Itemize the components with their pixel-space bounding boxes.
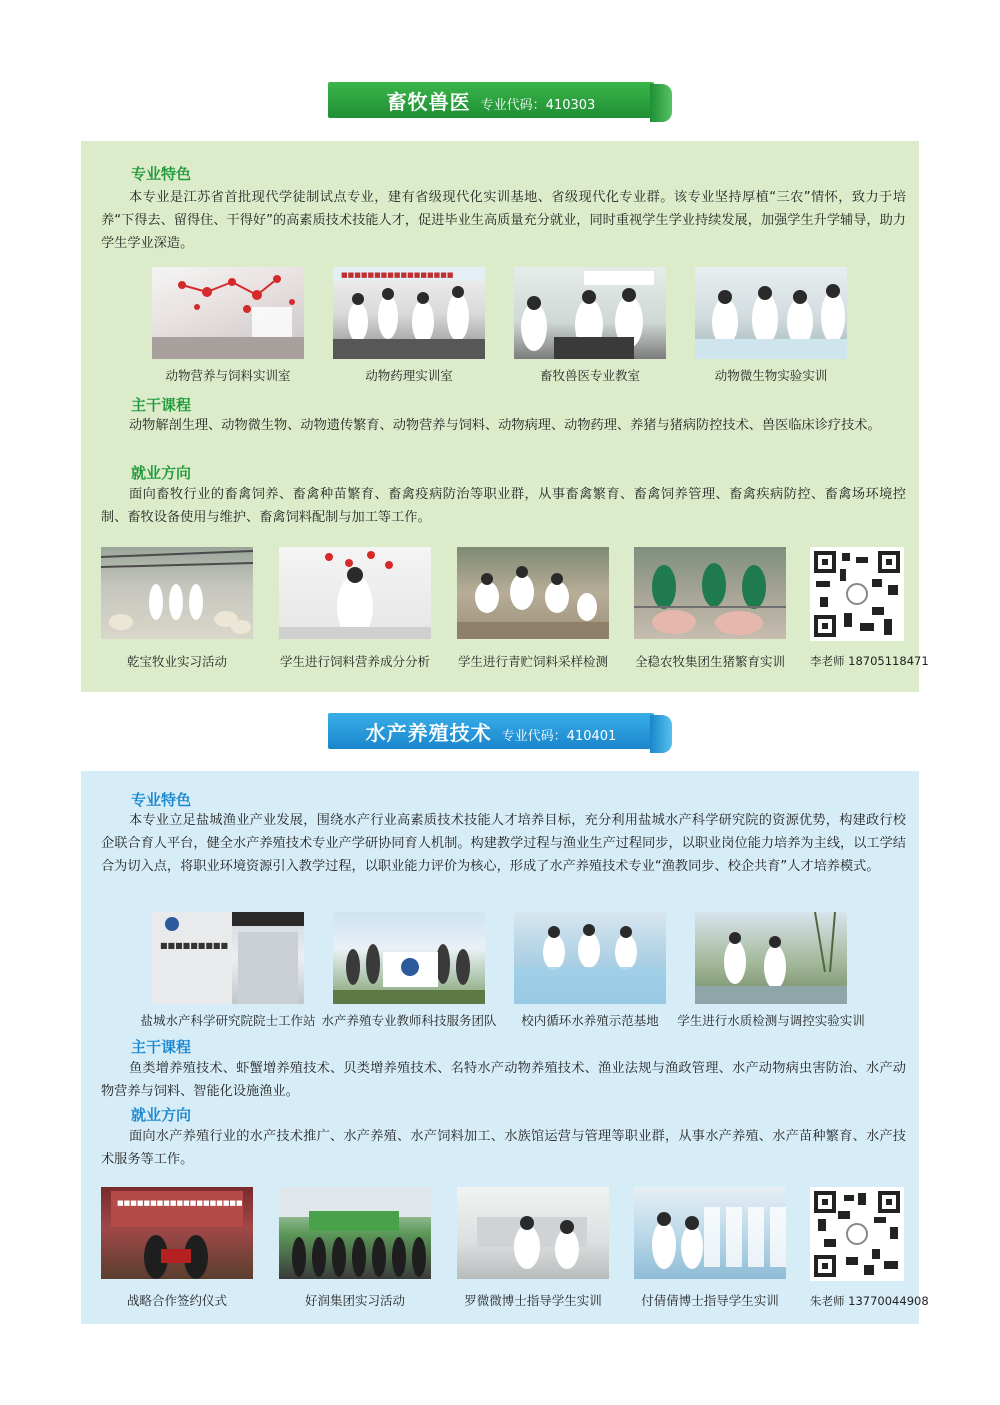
photo-fu-graphic [634,1187,786,1279]
caption: 战略合作签约仪式 [126,1293,227,1308]
photo-water-quality [695,912,847,1004]
job-heading: 就业方向 [131,464,192,482]
photo-classroom [514,267,666,359]
photo-feed-analysis [279,547,431,639]
photo-fu-guidance [634,1187,786,1279]
photo-signing-ceremony [101,1187,253,1279]
caption: 动物药理实训室 [365,368,453,383]
job-text: 面向水产养殖行业的水产技术推广、水产养殖、水产饲料加工、水族馆运营与管理等职业群，从事水产养殖、水产苗种繁育、水产技术服务等工作。 [101,1129,906,1167]
section2-code: 专业代码：410401 [501,728,617,744]
course-heading: 主干课程 [131,1038,192,1056]
photo-recirculating-graphic [514,912,666,1004]
section1-title: 畜牧兽医 [386,89,471,114]
wechat-icon [846,583,868,605]
caption: 动物营养与饲料实训室 [165,368,291,383]
feature-text: 本专业是江苏省首批现代学徒制试点专业，建有省级现代化实训基地、省级现代化专业群。该专业坚持厚植“三农”情怀，致力于培养“下得去、留得住、干得好”的高素质技术技能人才，促进毕业生高质量充分就业，同时重视学生学业持续发展，加强学生升学辅导，助力学生学业深造。 [101,190,906,251]
photo-haorun-graphic [279,1187,431,1279]
caption: 水产养殖专业教师科技服务团队 [321,1013,497,1028]
caption: 学生进行饲料营养成分分析 [279,654,430,669]
svg-text:■■■■■■■■■: ■■■■■■■■■ [160,941,229,950]
section1-panel [81,141,929,692]
photo-silage-graphic [457,547,609,639]
feature-heading: 专业特色 [131,791,192,809]
photo-haorun-group [279,1187,431,1279]
banner-curl [650,715,672,753]
photo-pharmacology-graphic [333,267,485,359]
feature-heading: 专业特色 [131,165,192,183]
caption: 动物微生物实验实训 [714,368,828,383]
svg-text:■■■■■■■■■■■■■■■■■■■: ■■■■■■■■■■■■■■■■■■■ [117,1199,243,1207]
photo-nutrition-lab [152,267,304,359]
caption: 全稳农牧集团生猪繁育实训 [634,654,785,669]
caption: 盐城水产科学研究院院士工作站 [140,1013,316,1028]
banner-curl [650,84,672,122]
wechat-qr-code[interactable] [810,1187,904,1281]
course-heading: 主干课程 [131,396,192,414]
section2-panel [81,771,929,1324]
photo-microbiology-graphic [695,267,847,359]
caption: 学生进行青贮饲料采样检测 [457,654,608,669]
contact-teacher: 李老师 18705118471 [810,654,929,668]
section2-title: 水产养殖技术 [365,720,492,745]
job-heading: 就业方向 [131,1106,192,1124]
photo-academician-graphic [152,912,304,1004]
job-text: 面向畜牧行业的畜禽饲养、畜禽种苗繁育、畜禽疫病防治等职业群，从事畜禽繁育、畜禽饲养管理、畜禽疾病防控、畜禽场环境控制、畜牧设备使用与维护、畜禽饲料配制与加工等工作。 [101,487,906,525]
photo-feed-analysis-graphic [279,547,431,639]
photo-academician-station [152,912,304,1004]
photo-microbiology-lab [695,267,847,359]
photo-teacher-team [333,912,485,1004]
photo-luo-graphic [457,1187,609,1279]
photo-silage-sampling [457,547,609,639]
course-text: 动物解剖生理、动物微生物、动物遗传繁育、动物营养与饲料、动物病理、动物药理、养猪与猪病防控技术、兽医临床诊疗技术。 [129,418,881,433]
photo-pig-breeding [634,547,786,639]
caption: 付倩倩博士指导学生实训 [641,1293,779,1308]
caption: 畜牧兽医专业教室 [539,368,640,383]
photo-teacher-team-graphic [333,912,485,1004]
caption: 好润集团实习活动 [304,1293,405,1308]
photo-luo-guidance [457,1187,609,1279]
caption: 乾宝牧业实习活动 [126,654,227,669]
photo-classroom-graphic [514,267,666,359]
section1-code: 专业代码：410303 [480,97,596,113]
svg-text:■■■■■■■■■■■■■■■■■: ■■■■■■■■■■■■■■■■■ [341,271,454,279]
caption: 学生进行水质检测与调控实验实训 [677,1013,865,1028]
photo-recirculating-base [514,912,666,1004]
caption: 罗微微博士指导学生实训 [464,1293,602,1308]
wechat-qr-code[interactable] [810,547,904,641]
photo-nutrition-lab-graphic [152,267,304,359]
photo-pharmacology-lab [333,267,485,359]
photo-qianbao-graphic [101,547,253,639]
photo-water-quality-graphic [695,912,847,1004]
photo-qianbao-farm [101,547,253,639]
course-text: 鱼类增养殖技术、虾蟹增养殖技术、贝类增养殖技术、名特水产动物养殖技术、渔业法规与渔政管理、水产动物病虫害防治、水产动物营养与饲料、智能化设施渔业。 [101,1061,906,1099]
caption: 校内循环水养殖示范基地 [521,1013,659,1028]
section1-banner [328,82,672,118]
wechat-icon [846,1223,868,1245]
feature-text: 本专业立足盐城渔业产业发展，围绕水产行业高素质技术技能人才培养目标，充分利用盐城水产科学研究院的资源优势，构建政行校企联合育人平台，健全水产养殖技术专业产学研协同育人机制。构建教学过程与渔业生产过程同步，以职业岗位能力培养为主线，以工学结合为切入点，将职业环境资源引入教学过程，以职业能力评价为核心，形成了水产养殖技术专业“渔教同步、校企共育”人才培养模式。 [101,813,906,874]
photo-signing-graphic [101,1187,253,1279]
photo-pig-graphic [634,547,786,639]
contact-teacher: 朱老师 13770044908 [810,1294,929,1308]
section2-banner [328,713,672,749]
